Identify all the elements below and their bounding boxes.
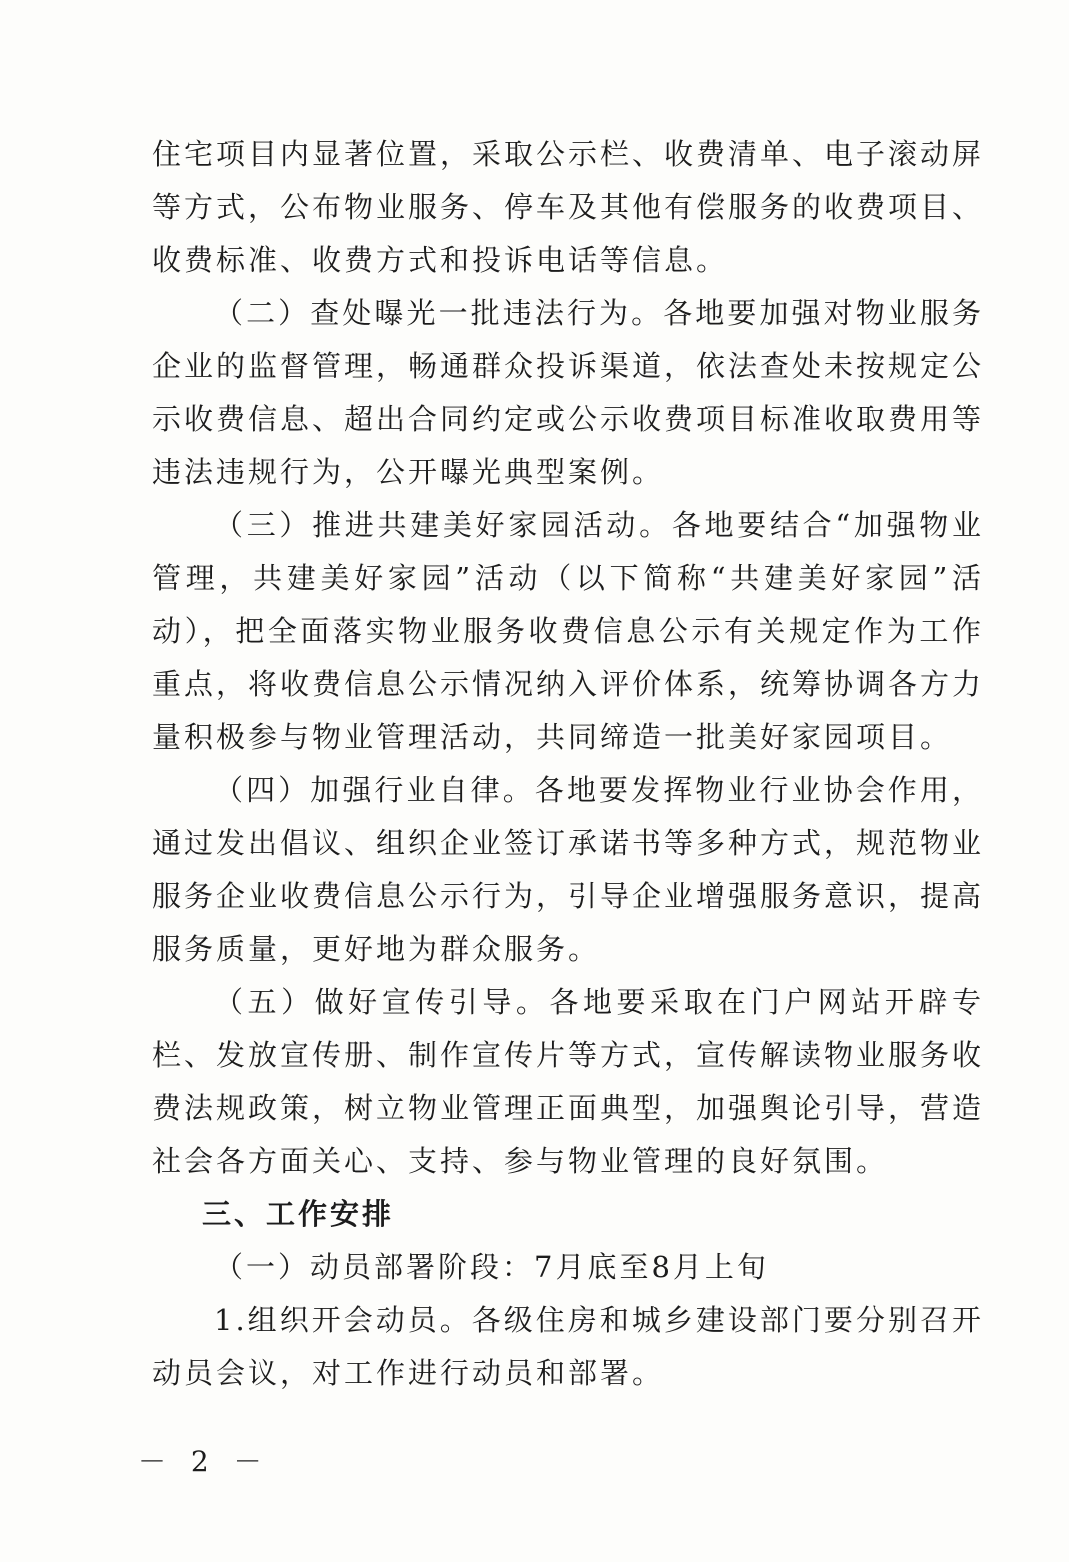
paragraph-self-discipline [152, 764, 984, 976]
item-heading: 1.组织开会动员。 [214, 1303, 472, 1337]
stage-heading: （一）动员部署阶段：7月底至8月上旬 [214, 1250, 769, 1284]
paragraph-text: 各地要采取在门户网站开辟专栏、发放宣传册、制作宣传片等方式，宣传解读物业服务收费法规政策，树立物业管理正面典型，加强舆论引导，营造社会各方面关心、支持、参与物业管理的良好氛围。 [152, 985, 985, 1178]
paragraph-text: 各地要发挥物业行业协会作用，通过发出倡议、组织企业签订承诺书等多种方式，规范物业服务企业收费信息公示行为，引导企业增强服务意识，提高服务质量，更好地为群众服务。 [152, 773, 985, 966]
paragraph-expose-violations [152, 287, 984, 499]
paragraph-heading: （四）加强行业自律。 [214, 773, 535, 807]
document-body [152, 128, 984, 1400]
paragraph-publicity [152, 976, 984, 1188]
section-title-work-arrangement: 三、工作安排 [202, 1197, 395, 1231]
paragraph-beautiful-homes [152, 499, 984, 764]
paragraph-text: 各地要结合“加强物业管理，共建美好家园”活动（以下简称“共建美好家园”活动），把全面落实物业服务收费信息公示有关规定作为工作重点，将收费信息公示情况纳入评价体系，统筹协调各方力量积极参与物业管理活动，共同缔造一批美好家园项目。 [152, 508, 985, 754]
paragraph-heading: （二）查处曝光一批违法行为。 [214, 296, 664, 330]
paragraph-continuation: 住宅项目内显著位置，采取公示栏、收费清单、电子滚动屏等方式，公布物业服务、停车及其他有偿服务的收费项目、收费标准、收费方式和投诉电话等信息。 [152, 137, 985, 277]
page-number: － 2 － [138, 1445, 270, 1478]
paragraph-text: 各地要加强对物业服务企业的监督管理，畅通群众投诉渠道，依法查处未按规定公示收费信息、超出合同约定或公示收费项目标准收取费用等违法违规行为，公开曝光典型案例。 [152, 296, 985, 489]
paragraph-heading: （三）推进共建美好家园活动。 [214, 508, 672, 542]
paragraph-text: 各级住房和城乡建设部门要分别召开动员会议，对工作进行动员和部署。 [152, 1303, 984, 1390]
paragraph-heading: （五）做好宣传引导。 [214, 985, 550, 1019]
paragraph-mobilization [152, 1294, 984, 1400]
